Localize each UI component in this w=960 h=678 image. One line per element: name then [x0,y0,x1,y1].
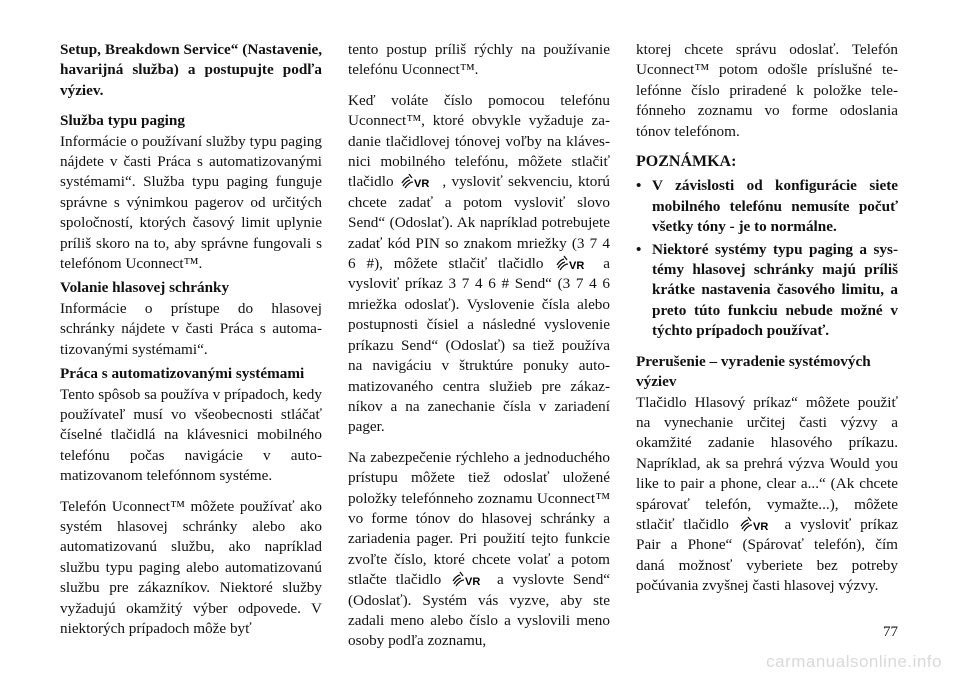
vr-label: VR [569,260,585,273]
voice-command-icon [401,172,435,190]
intro-bold-paragraph: Setup, Breakdown Service“ (Nastavenie, havarijná služba) a postupujte podľa výziev. [60,41,322,99]
note-item: • V závislosti od konfigurácie siete mobilného telefónu nemusíte počuť všetky tóny - je to normálne. [636,176,898,237]
column-right [636,40,898,607]
voicemail-heading: Volanie hlasovej schránky [60,279,230,297]
page-number: 77 [883,624,898,640]
uconnect-paragraph: Telefón Uconnect™ môžete používať ako systém hlasovej schránky alebo ako automatizovanú službu, ako napríklad službu typu paging alebo automatizovanú službu pre zákazníkov. Niektoré služby vyžadujú okamžitý výber odpovede. V niektorých prípadoch môže byť [60,497,322,637]
vr-label: VR [752,520,768,533]
dtmf-text-a: Keď voláte číslo pomocou telefónu Uconnect™, ktoré obvykle vyžaduje zadanie tlačidlovej tónovej voľby na klávesnici mobilného telefónu, môžete stlačiť tlačidlo [348,91,610,191]
dtmf-paragraph [348,91,610,438]
automated-section [60,364,322,486]
paging-heading: Služba typu paging [60,112,185,130]
dtmf-text-b: , vysloviť sekvenciu, ktorú chcete zadať a potom vysloviť slovo Send“ (Odoslať). Ak napríklad potrebujete zadať kód PIN so znakom mriežky (3 7 4 6 #), môžete stlačiť tlačidlo [348,173,611,273]
phonebook-paragraph [348,448,610,652]
dtmf-text-c: a vysloviť príkaz 3 7 4 6 # Send“ (3 7 4 6 mriežka odoslať). Vyslovenie čísla alebo postupnosti čísiel a následné vyslovenie príkazu Send“ (Odoslať) sa tiež používa na navigáciu v štruktúre ponuky automatizovaného centra služieb pre zákazníkov a na zanechanie čísla v zariadení pager. [348,255,611,436]
phonebook-text-b: a vyslovte Send“ (Odoslať). Systém vás vyzve, aby ste zadali meno alebo číslo a vyslovili meno osoby podľa zoznamu, [348,571,611,650]
phonebook-text-a: Na zabezpečenie rýchleho a jednoduchého prístupu môžete tiež odoslať uložené položky telefónneho zoznamu Uconnect™ vo forme tónov do hlasovej schránky a zariadenia pager. Pri použití tejto funkcie zvoľte číslo, ktoré chcete volať a potom stlačte tlačidlo [348,448,610,589]
voicemail-text: Informácie o prístupe do hlasovej schránky nájdete v časti Práca s automatizovanými systémami“. [60,299,322,358]
continuation-paragraph: tento postup príliš rýchly na používanie telefónu Uconnect™. [348,41,610,79]
vr-label: VR [413,178,430,191]
voice-command-icon [740,515,774,533]
paging-section [60,111,322,274]
voice-command-icon [556,254,590,272]
voice-command-icon [452,570,486,588]
note-heading: POZNÁMKA: [636,153,737,171]
tones-paragraph: ktorej chcete správu odoslať. Telefón Uconnect™ potom odošle príslušné telefónne číslo priradené k položke telefónneho zoznamu vo forme odoslania tónov telefónom. [636,41,898,140]
automated-text: Tento spôsob sa používa v prípadoch, kedy používateľ musí vo všeobecnosti stláčať číselné tlačidlá na klávesnici mobilného telefónu počas navigácie v automatizovanom telefónnom systéme. [60,385,322,485]
interrupt-heading: Prerušenie – vyradenie systémových výziev [636,352,871,391]
notes-list [636,176,898,341]
interrupt-text-a: Tlačidlo Hlasový príkaz“ môžete použiť na vynechanie určitej časti výzvy a okamžité zadanie hlasového príkazu. Napríklad, ak sa prehrá výzva Would you like to pair a phone, clear a...“ (Ak chcete spárovať telefón, vymažte...), môžete stlačiť tlačidlo [636,393,898,533]
column-left [60,40,322,649]
note-item: • Niektoré systémy typu paging a systémy hlasovej schránky majú príliš krátke nastavenia časového limitu, a preto túto funkciu nebude možné v týchto prípadoch používať. [636,240,898,342]
voicemail-section [60,278,322,360]
column-middle [348,40,610,662]
vr-label: VR [465,576,481,589]
interrupt-section [636,352,898,597]
automated-heading: Práca s automatizovanými systémami [60,365,305,383]
paging-text: Informácie o používaní služby typu paging nájdete v časti Práca s automatizovanými systémami“. Služba typu paging funguje správne s výnimkou pagerov od určitých spoločností, ktorých časový limit uplynie príliš skoro na to, aby správne fungovali s telefónom Uconnect™. [60,132,322,273]
watermark[interactable]: carmanualsonline.info [766,652,942,671]
interrupt-text-b: a vysloviť príkaz Pair a Phone“ (Spárovať telefón), čím daná možnosť vyberiete bez potreby počúvania zvyšnej časti hlasovej výzvy. [636,515,899,595]
